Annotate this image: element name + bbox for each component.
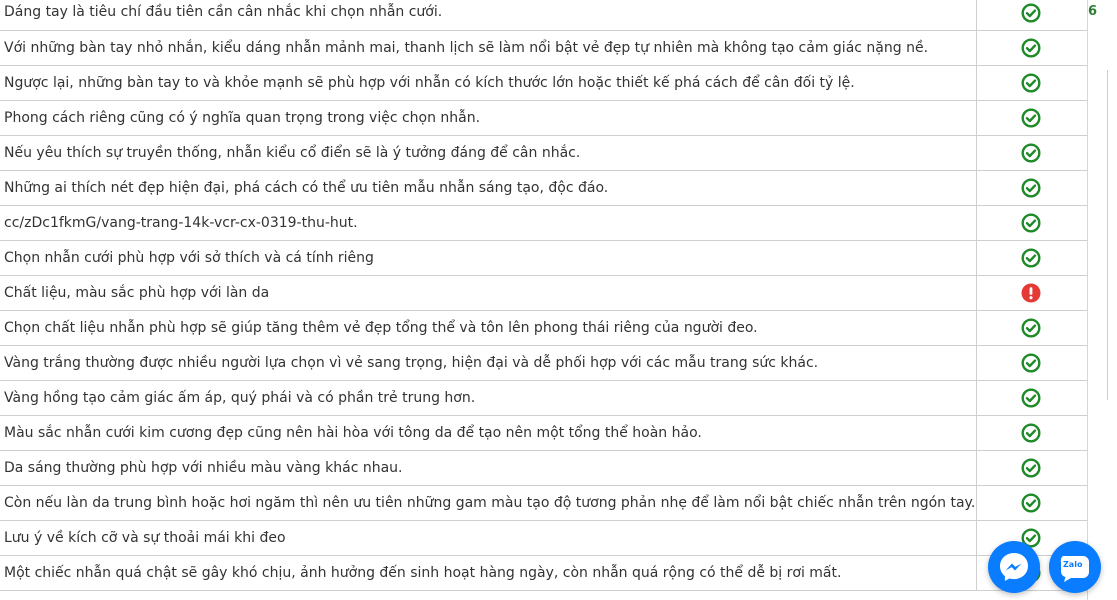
sentence-text: Vàng trắng thường được nhiều người lựa chọn vì vẻ sang trọng, hiện đại và dễ phối hợp với các mẫu trang sức khác.: [4, 354, 819, 371]
sentence-text: Còn nếu làn da trung bình hoặc hơi ngăm thì nên ưu tiên những gam màu tạo độ tương phản nhẹ để làm nổi bật chiếc nhẫn trên ngón tay.: [4, 494, 976, 511]
check-circle-icon: [1021, 213, 1041, 233]
check-circle-icon: [1021, 3, 1041, 23]
table-row: [0, 485, 1087, 520]
sentence-cell: [0, 555, 976, 590]
sentence-cell: [0, 450, 976, 485]
check-circle-icon: [1021, 143, 1041, 163]
exclamation-circle-icon: [1021, 283, 1041, 303]
sentence-cell: [0, 135, 976, 170]
status-cell: [976, 0, 1087, 30]
table-row: [0, 345, 1087, 380]
sentence-cell: [0, 65, 976, 100]
table-row: [0, 0, 1087, 30]
table-row: [0, 30, 1087, 65]
sentence-cell: [0, 0, 976, 30]
table-row: [0, 100, 1087, 135]
status-cell: [976, 100, 1087, 135]
sentence-cell: [0, 485, 976, 520]
table-row: [0, 135, 1087, 170]
sentence-text: Chọn nhẫn cưới phù hợp với sở thích và cá tính riêng: [4, 249, 374, 266]
check-circle-icon: [1021, 388, 1041, 408]
sentence-cell: [0, 310, 976, 345]
sentence-text: Ngược lại, những bàn tay to và khỏe mạnh sẽ phù hợp với nhẫn có kích thước lớn hoặc thiết kế phá cách để cân đối tỷ lệ.: [4, 74, 855, 91]
sentence-cell: [0, 520, 976, 555]
sentence-cell: [0, 380, 976, 415]
sentence-text: Màu sắc nhẫn cưới kim cương đẹp cũng nên hài hòa với tông da để tạo nên một tổng thể hoàn hảo.: [4, 424, 702, 441]
table-row: [0, 205, 1087, 240]
sentence-text: Vàng hồng tạo cảm giác ấm áp, quý phái và có phần trẻ trung hơn.: [4, 389, 476, 406]
table-row: [0, 520, 1087, 555]
messenger-chat-button[interactable]: [988, 541, 1040, 593]
check-circle-icon: [1021, 493, 1041, 513]
table-row: [0, 380, 1087, 415]
sentence-text: Nếu yêu thích sự truyền thống, nhẫn kiểu cổ điển sẽ là ý tưởng đáng để cân nhắc.: [4, 144, 581, 161]
status-cell: [976, 205, 1087, 240]
status-cell: [976, 275, 1087, 310]
table-row: [0, 555, 1087, 590]
table-row: [0, 310, 1087, 345]
sentence-cell: [0, 170, 976, 205]
check-circle-icon: [1021, 318, 1041, 338]
sentence-text: cc/zDc1fkmG/vang-trang-14k-vcr-cx-0319-thu-hut.: [4, 214, 358, 231]
sentence-cell: [0, 275, 976, 310]
sentence-cell: [0, 30, 976, 65]
status-cell: [976, 485, 1087, 520]
check-circle-icon: [1021, 178, 1041, 198]
table-row: [0, 415, 1087, 450]
sentence-text: Phong cách riêng cũng có ý nghĩa quan trọng trong việc chọn nhẫn.: [4, 109, 481, 126]
table-row: [0, 65, 1087, 100]
sentence-cell: [0, 240, 976, 275]
sentence-text: Chất liệu, màu sắc phù hợp với làn da: [4, 284, 270, 301]
status-cell: [976, 450, 1087, 485]
check-circle-icon: [1021, 458, 1041, 478]
sentence-text: Một chiếc nhẫn quá chật sẽ gây khó chịu, ảnh hưởng đến sinh hoạt hàng ngày, còn nhẫn quá rộng có thể dễ bị rơi mất.: [4, 564, 842, 581]
scroll-track[interactable]: [1107, 70, 1108, 400]
sentence-text: Những ai thích nét đẹp hiện đại, phá cách có thể ưu tiên mẫu nhẫn sáng tạo, độc đáo.: [4, 179, 609, 196]
messenger-icon: [988, 541, 1040, 593]
check-circle-icon: [1021, 73, 1041, 93]
sentence-text: Với những bàn tay nhỏ nhắn, kiểu dáng nhẫn mảnh mai, thanh lịch sẽ làm nổi bật vẻ đẹp tự nhiên mà không tạo cảm giác nặng nề.: [4, 39, 929, 56]
right-panel-strip: [1087, 0, 1117, 600]
check-circle-icon: [1021, 108, 1041, 128]
sentence-cell: [0, 205, 976, 240]
sentence-text: Lưu ý về kích cỡ và sự thoải mái khi đeo: [4, 529, 286, 546]
status-cell: [976, 415, 1087, 450]
sentence-text: Chọn chất liệu nhẫn phù hợp sẽ giúp tăng thêm vẻ đẹp tổng thể và tôn lên phong thái riêng của người đeo.: [4, 319, 758, 336]
check-circle-icon: [1021, 423, 1041, 443]
table-row: [0, 450, 1087, 485]
check-circle-icon: [1021, 38, 1041, 58]
status-cell: [976, 170, 1087, 205]
sentence-cell: [0, 345, 976, 380]
status-cell: [976, 345, 1087, 380]
status-cell: [976, 240, 1087, 275]
status-cell: [976, 135, 1087, 170]
table-row: [0, 240, 1087, 275]
status-cell: [976, 65, 1087, 100]
score-edge-text: 6: [1088, 4, 1098, 19]
sentence-cell: [0, 415, 976, 450]
zalo-label: Zalo: [1063, 560, 1083, 569]
status-cell: [976, 310, 1087, 345]
status-cell: [976, 30, 1087, 65]
check-circle-icon: [1021, 248, 1041, 268]
table-row: [0, 170, 1087, 205]
check-circle-icon: [1021, 353, 1041, 373]
sentence-text: Dáng tay là tiêu chí đầu tiên cần cân nhắc khi chọn nhẫn cưới.: [4, 4, 443, 21]
sentence-cell: [0, 100, 976, 135]
sentence-text: Da sáng thường phù hợp với nhiều màu vàng khác nhau.: [4, 459, 403, 476]
table-row: [0, 275, 1087, 310]
zalo-chat-button[interactable]: [1049, 541, 1101, 593]
status-cell: [976, 380, 1087, 415]
